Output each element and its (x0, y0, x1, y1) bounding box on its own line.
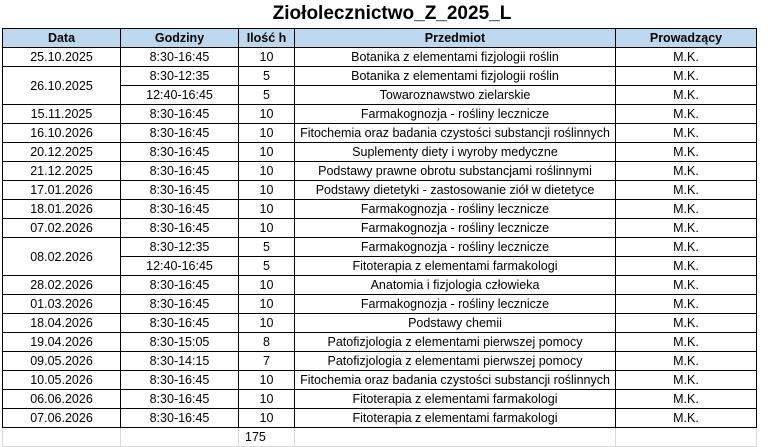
cell-lead[interactable]: M.K. (616, 276, 757, 295)
cell-lead[interactable]: M.K. (616, 200, 757, 219)
cell-hours[interactable]: 8:30-16:45 (121, 105, 239, 124)
cell-count[interactable]: 5 (239, 86, 295, 105)
cell-date[interactable]: 21.12.2025 (3, 162, 121, 181)
cell-subject[interactable]: Farmakognozja - rośliny lecznicze (295, 295, 616, 314)
cell-date[interactable]: 18.04.2026 (3, 314, 121, 333)
cell-count[interactable]: 10 (239, 276, 295, 295)
total-empty-cell[interactable] (121, 428, 239, 447)
cell-count[interactable]: 5 (239, 257, 295, 276)
cell-hours[interactable]: 8:30-14:15 (121, 352, 239, 371)
cell-lead[interactable]: M.K. (616, 371, 757, 390)
cell-hours[interactable]: 8:30-16:45 (121, 219, 239, 238)
total-row (3, 428, 757, 447)
table-row (3, 371, 757, 390)
header-row (3, 29, 757, 48)
cell-date[interactable]: 01.03.2026 (3, 295, 121, 314)
cell-subject[interactable]: Podstawy chemii (295, 314, 616, 333)
cell-subject[interactable]: Farmakognozja - rośliny lecznicze (295, 200, 616, 219)
cell-hours[interactable]: 12:40-16:45 (121, 257, 239, 276)
cell-date[interactable]: 20.12.2025 (3, 143, 121, 162)
cell-date[interactable]: 16.10.2026 (3, 124, 121, 143)
cell-subject[interactable]: Fitochemia oraz badania czystości substancji roślinnych (295, 124, 616, 143)
cell-hours[interactable]: 8:30-16:45 (121, 162, 239, 181)
cell-date[interactable]: 06.06.2026 (3, 390, 121, 409)
header-subject[interactable]: Przedmiot (295, 29, 616, 48)
header-date[interactable]: Data (3, 29, 121, 48)
cell-hours[interactable]: 8:30-15:05 (121, 333, 239, 352)
cell-subject[interactable]: Fitoterapia z elementami farmakologi (295, 409, 616, 428)
cell-hours[interactable]: 8:30-16:45 (121, 200, 239, 219)
cell-hours[interactable]: 8:30-16:45 (121, 371, 239, 390)
cell-count[interactable]: 10 (239, 390, 295, 409)
cell-count[interactable]: 10 (239, 124, 295, 143)
cell-count[interactable]: 5 (239, 67, 295, 86)
table-row (3, 295, 757, 314)
cell-lead[interactable]: M.K. (616, 409, 757, 428)
cell-subject[interactable]: Patofizjologia z elementami pierwszej pomocy (295, 333, 616, 352)
table-row (3, 333, 757, 352)
cell-lead[interactable]: M.K. (616, 295, 757, 314)
cell-count[interactable]: 10 (239, 371, 295, 390)
cell-subject[interactable]: Fitoterapia z elementami farmakologi (295, 257, 616, 276)
table-row (3, 48, 757, 67)
cell-date[interactable]: 07.06.2026 (3, 409, 121, 428)
cell-count[interactable]: 7 (239, 352, 295, 371)
table-row (3, 143, 757, 162)
cell-count[interactable]: 10 (239, 295, 295, 314)
table-row (3, 352, 757, 371)
cell-date[interactable]: 19.04.2026 (3, 333, 121, 352)
cell-hours[interactable]: 8:30-16:45 (121, 181, 239, 200)
table-row (3, 181, 757, 200)
table-row (3, 276, 757, 295)
table-row (3, 314, 757, 333)
cell-count[interactable]: 10 (239, 314, 295, 333)
cell-subject[interactable]: Farmakognozja - rośliny lecznicze (295, 219, 616, 238)
cell-subject[interactable]: Botanika z elementami fizjologii roślin (295, 48, 616, 67)
cell-count[interactable]: 10 (239, 143, 295, 162)
cell-lead[interactable]: M.K. (616, 219, 757, 238)
cell-lead[interactable]: M.K. (616, 352, 757, 371)
table-row (3, 162, 757, 181)
total-empty-cell[interactable] (616, 428, 757, 447)
table-row (3, 238, 757, 257)
cell-hours[interactable]: 8:30-16:45 (121, 314, 239, 333)
cell-count[interactable]: 5 (239, 238, 295, 257)
total-empty-cell[interactable] (3, 428, 121, 447)
cell-lead[interactable]: M.K. (616, 124, 757, 143)
cell-date[interactable]: 08.02.2026 (3, 238, 121, 276)
cell-subject[interactable]: Anatomia i fizjologia człowieka (295, 276, 616, 295)
cell-subject[interactable]: Fitochemia oraz badania czystości substancji roślinnych (295, 371, 616, 390)
cell-hours[interactable]: 8:30-12:35 (121, 238, 239, 257)
cell-subject[interactable]: Towaroznawstwo zielarskie (295, 86, 616, 105)
cell-hours[interactable]: 8:30-16:45 (121, 390, 239, 409)
cell-count[interactable]: 10 (239, 48, 295, 67)
cell-hours[interactable]: 8:30-12:35 (121, 67, 239, 86)
cell-hours[interactable]: 12:40-16:45 (121, 86, 239, 105)
cell-subject[interactable]: Farmakognozja - rośliny lecznicze (295, 105, 616, 124)
cell-date[interactable]: 10.05.2026 (3, 371, 121, 390)
cell-lead[interactable]: M.K. (616, 257, 757, 276)
schedule-table (2, 28, 757, 447)
cell-lead[interactable]: M.K. (616, 67, 757, 86)
cell-count[interactable]: 10 (239, 219, 295, 238)
cell-date[interactable]: 07.02.2026 (3, 219, 121, 238)
table-row (3, 200, 757, 219)
cell-count[interactable]: 10 (239, 409, 295, 428)
cell-hours[interactable]: 8:30-16:45 (121, 276, 239, 295)
cell-subject[interactable]: Farmakognozja - rośliny lecznicze (295, 238, 616, 257)
cell-hours[interactable]: 8:30-16:45 (121, 48, 239, 67)
cell-date[interactable]: 25.10.2025 (3, 48, 121, 67)
table-row (3, 124, 757, 143)
total-empty-cell[interactable] (295, 428, 616, 447)
cell-lead[interactable]: M.K. (616, 238, 757, 257)
cell-hours[interactable]: 8:30-16:45 (121, 409, 239, 428)
cell-lead[interactable]: M.K. (616, 314, 757, 333)
cell-lead[interactable]: M.K. (616, 181, 757, 200)
cell-count[interactable]: 8 (239, 333, 295, 352)
cell-date[interactable]: 15.11.2025 (3, 105, 121, 124)
cell-date[interactable]: 18.01.2026 (3, 200, 121, 219)
cell-lead[interactable]: M.K. (616, 48, 757, 67)
cell-hours[interactable]: 8:30-16:45 (121, 124, 239, 143)
total-hours-cell[interactable]: 175 (239, 428, 295, 447)
cell-subject[interactable]: Podstawy prawne obrotu substancjami roślinnymi (295, 162, 616, 181)
cell-date[interactable]: 26.10.2025 (3, 67, 121, 105)
cell-date[interactable]: 28.02.2026 (3, 276, 121, 295)
cell-subject[interactable]: Podstawy dietetyki - zastosowanie ziół w dietetyce (295, 181, 616, 200)
table-row (3, 219, 757, 238)
table-row (3, 390, 757, 409)
cell-date[interactable]: 17.01.2026 (3, 181, 121, 200)
cell-date[interactable]: 09.05.2026 (3, 352, 121, 371)
table-row (3, 67, 757, 86)
table-row (3, 105, 757, 124)
cell-count[interactable]: 10 (239, 181, 295, 200)
cell-count[interactable]: 10 (239, 162, 295, 181)
cell-subject[interactable]: Suplementy diety i wyroby medyczne (295, 143, 616, 162)
cell-count[interactable]: 10 (239, 105, 295, 124)
cell-lead[interactable]: M.K. (616, 105, 757, 124)
cell-hours[interactable]: 8:30-16:45 (121, 143, 239, 162)
table-row (3, 409, 757, 428)
header-count[interactable]: Ilość h (239, 29, 295, 48)
cell-lead[interactable]: M.K. (616, 390, 757, 409)
cell-subject[interactable]: Botanika z elementami fizjologii roślin (295, 67, 616, 86)
cell-subject[interactable]: Fitoterapia z elementami farmakologi (295, 390, 616, 409)
cell-lead[interactable]: M.K. (616, 162, 757, 181)
cell-lead[interactable]: M.K. (616, 86, 757, 105)
cell-lead[interactable]: M.K. (616, 143, 757, 162)
sheet-title: Ziołolecznictwo_Z_2025_L (272, 3, 512, 24)
cell-subject[interactable]: Patofizjologia z elementami pierwszej pomocy (295, 352, 616, 371)
cell-count[interactable]: 10 (239, 200, 295, 219)
cell-lead[interactable]: M.K. (616, 333, 757, 352)
header-hours[interactable]: Godziny (121, 29, 239, 48)
cell-hours[interactable]: 8:30-16:45 (121, 295, 239, 314)
header-lead[interactable]: Prowadzący (616, 29, 757, 48)
